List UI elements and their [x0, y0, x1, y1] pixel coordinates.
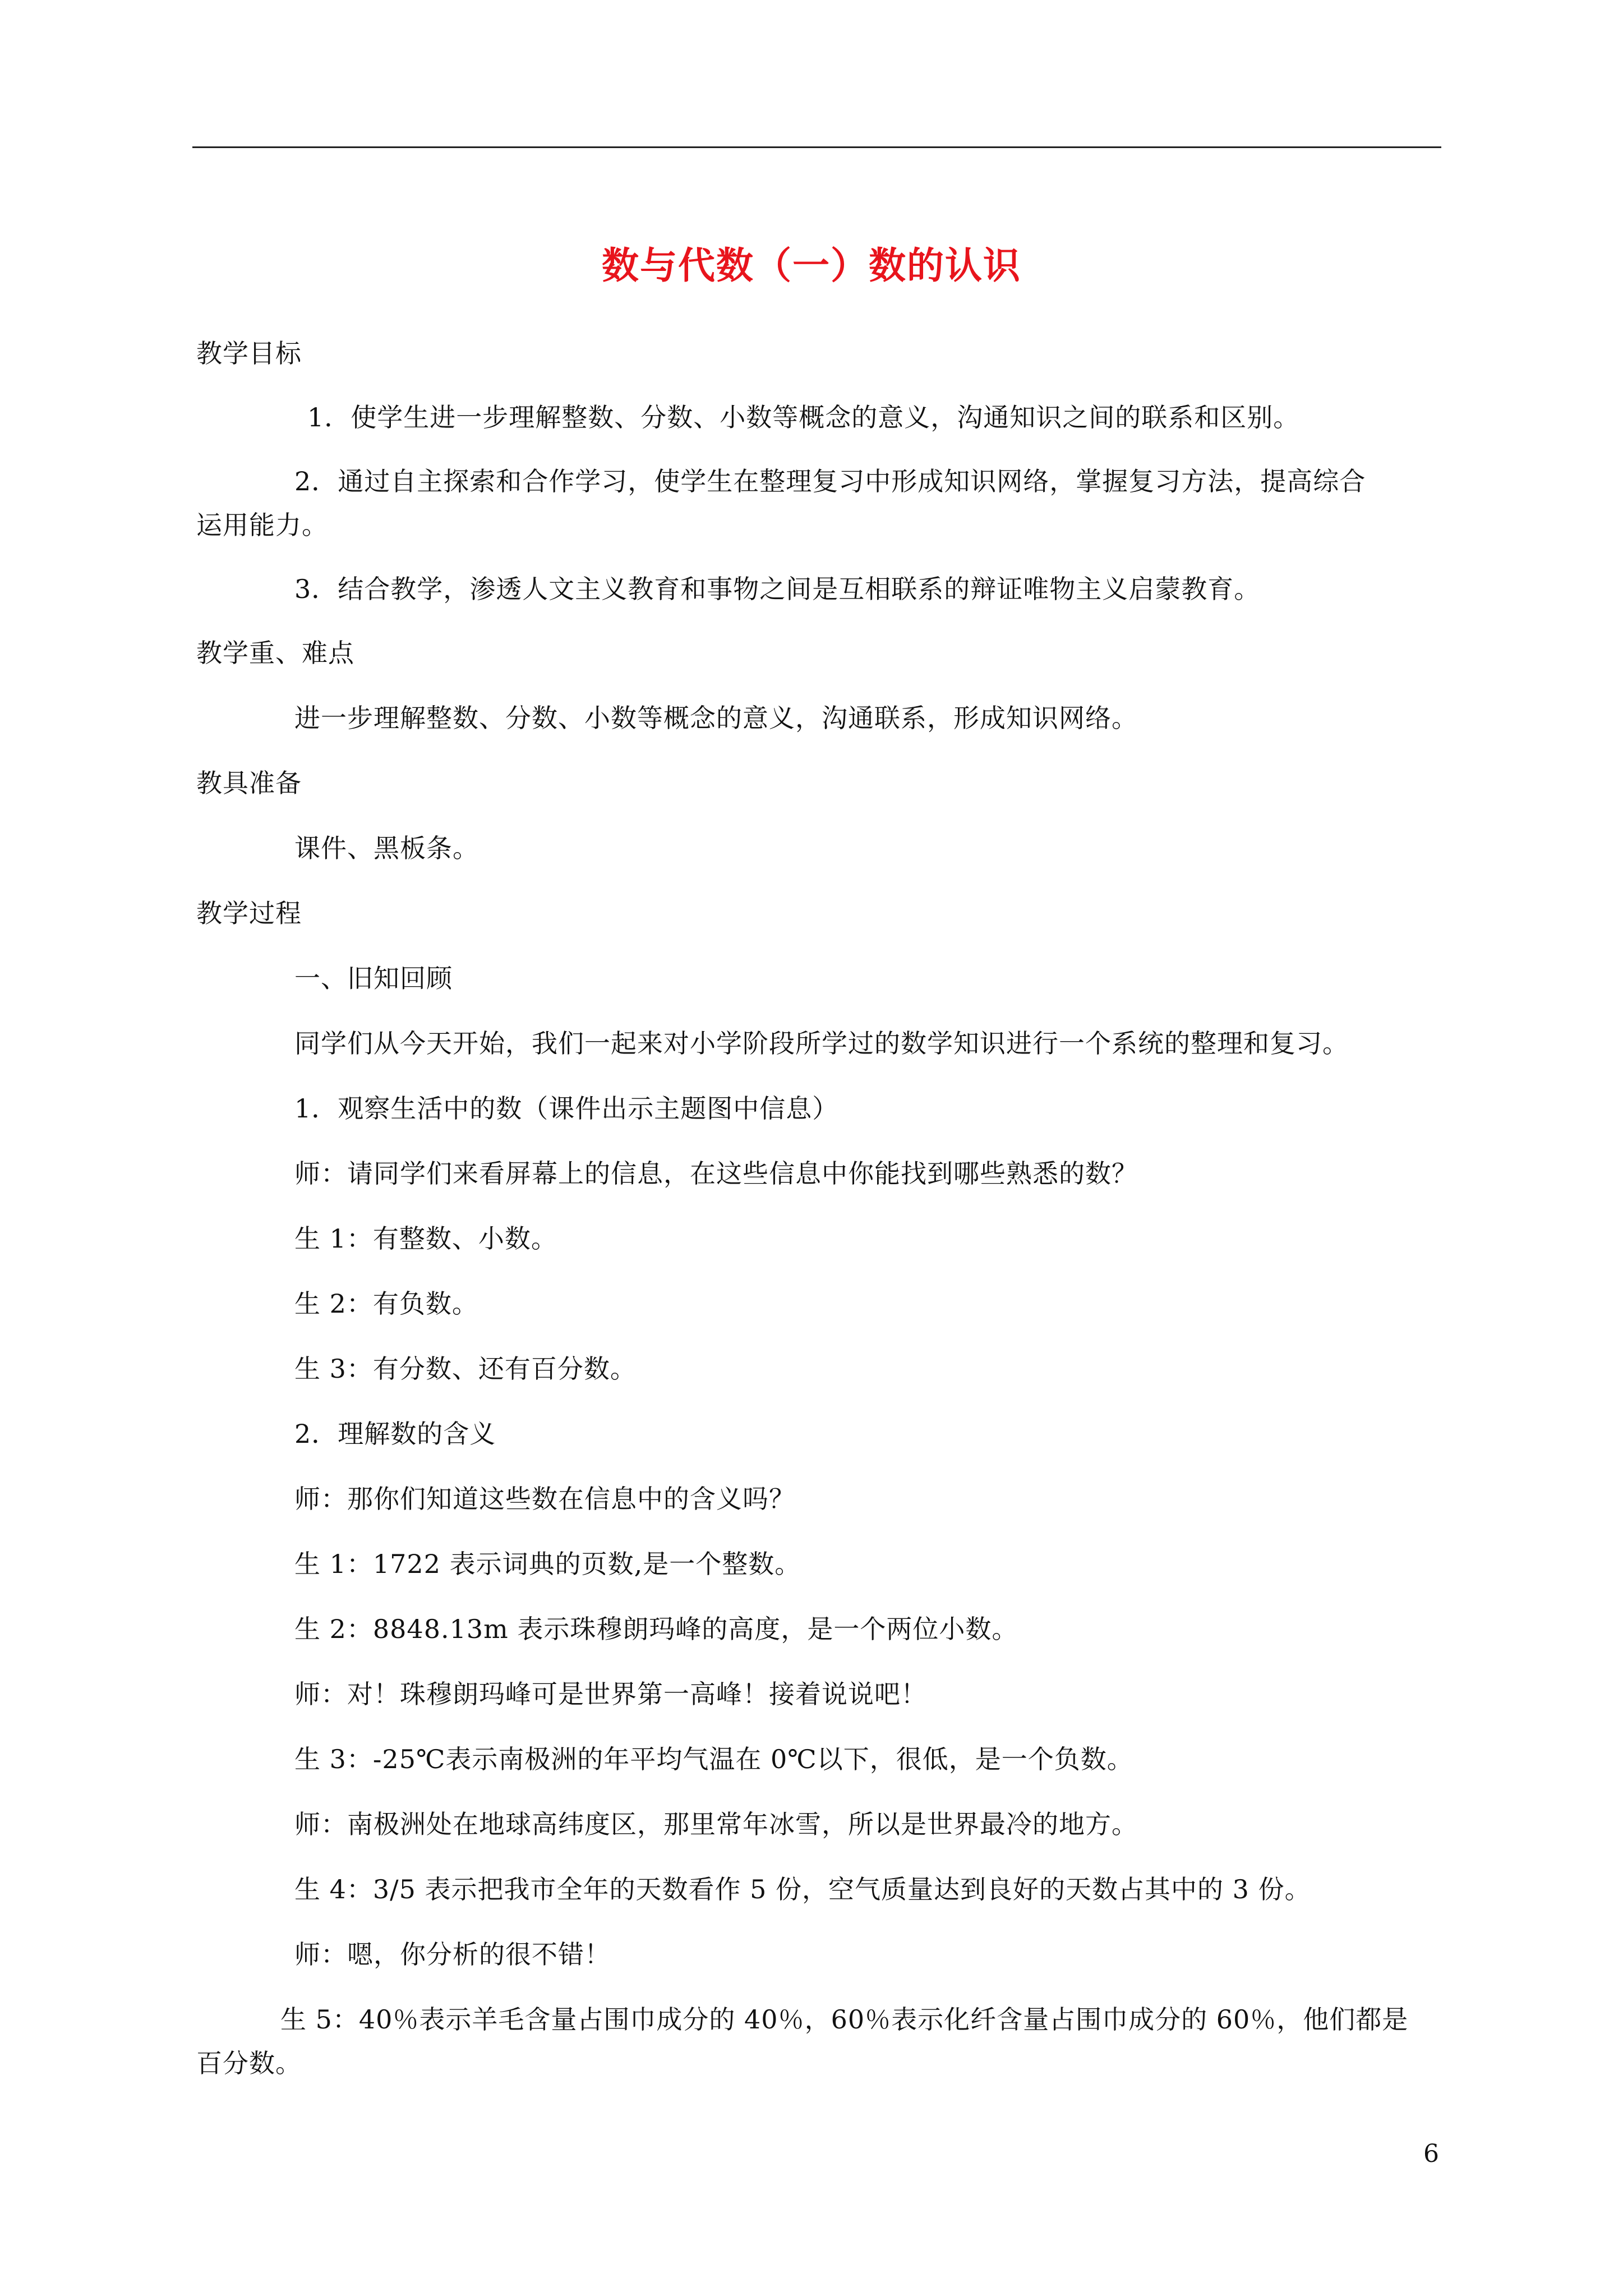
process-line: 同学们从今天开始，我们一起来对小学阶段所学过的数学知识进行一个系统的整理和复习。	[294, 1028, 1349, 1059]
objective-item-2: 2．通过自主探索和合作学习，使学生在整理复习中形成知识网络，掌握复习方法，提高综合	[294, 466, 1366, 496]
process-line: 师：请同学们来看屏幕上的信息，在这些信息中你能找到哪些熟悉的数？	[294, 1158, 1138, 1189]
section-heading-objectives: 教学目标	[196, 338, 302, 369]
process-line: 师：嗯，你分析的很不错！	[294, 1939, 611, 1970]
process-line-continued: 百分数。	[196, 2048, 302, 2078]
process-line: 1．观察生活中的数（课件出示主题图中信息）	[294, 1093, 839, 1124]
process-line: 生 5：40％表示羊毛含量占围巾成分的 40％，60％表示化纤含量占围巾成分的 60％，他们都是	[280, 2004, 1409, 2035]
page-number: 6	[1423, 2139, 1439, 2168]
objective-item-3: 3．结合教学，渗透人文主义教育和事物之间是互相联系的辩证唯物主义启蒙教育。	[294, 574, 1261, 604]
process-line: 生 2：8848.13m 表示珠穆朗玛峰的高度，是一个两位小数。	[294, 1614, 1018, 1644]
process-line: 生 3：-25℃表示南极洲的年平均气温在 0℃以下，很低，是一个负数。	[294, 1744, 1133, 1774]
materials-text: 课件、黑板条。	[294, 833, 479, 863]
process-line: 师：那你们知道这些数在信息中的含义吗？	[294, 1484, 795, 1514]
process-line: 生 4：3/5 表示把我市全年的天数看作 5 份，空气质量达到良好的天数占其中的 3 份。	[294, 1874, 1311, 1904]
objective-item-2-continued: 运用能力。	[196, 510, 328, 540]
process-line: 师：对！珠穆朗玛峰可是世界第一高峰！接着说说吧！	[294, 1679, 927, 1709]
process-line: 生 1：1722 表示词典的页数,是一个整数。	[294, 1549, 801, 1579]
process-line: 一、旧知回顾	[294, 963, 453, 993]
header-rule	[192, 146, 1441, 148]
process-line: 2．理解数的含义	[294, 1419, 496, 1449]
page-title: 数与代数（一）数的认识	[602, 243, 1021, 287]
process-line: 生 2：有负数。	[294, 1289, 478, 1319]
process-line: 师：南极洲处在地球高纬度区，那里常年冰雪，所以是世界最冷的地方。	[294, 1809, 1138, 1839]
key-points-text: 进一步理解整数、分数、小数等概念的意义，沟通联系，形成知识网络。	[294, 703, 1138, 733]
section-heading-materials: 教具准备	[196, 768, 302, 798]
section-heading-key-points: 教学重、难点	[196, 638, 354, 668]
process-line: 生 1：有整数、小数。	[294, 1223, 557, 1254]
section-heading-process: 教学过程	[196, 898, 302, 928]
objective-item-1: 1．使学生进一步理解整数、分数、小数等概念的意义，沟通知识之间的联系和区别。	[307, 402, 1300, 432]
process-line: 生 3：有分数、还有百分数。	[294, 1354, 637, 1384]
